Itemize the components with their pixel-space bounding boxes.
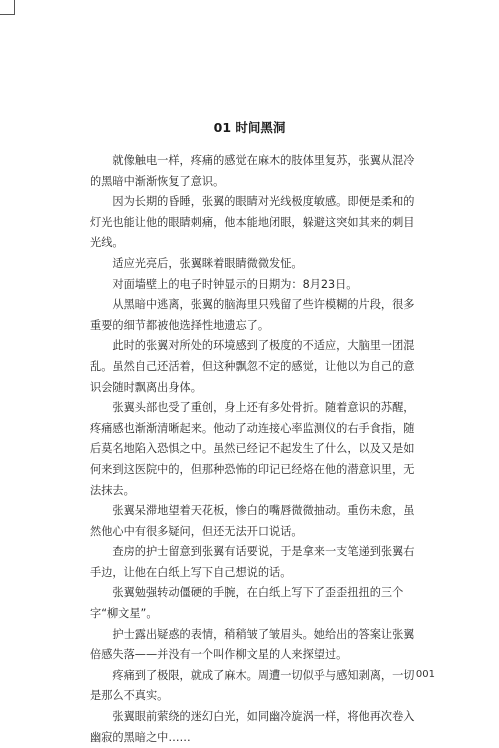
paragraph: 此时的张翼对所处的环境感到了极度的不适应，大脑里一团混乱。虽然自己还活着，但这种飘忽不定的感觉，让他以为自己的意识会随时飘离出身体。 (90, 339, 415, 394)
paragraph: 张翼勉强转动僵硬的手腕，在白纸上写下了歪歪扭扭的三个字“柳文星”。 (90, 586, 404, 621)
paragraph: 疼痛到了极限，就成了麻木。周遭一切似乎与感知剥离，一切是那么不真实。 (90, 668, 415, 703)
paragraph: 对面墙壁上的电子时钟显示的日期为：8月23日。 (112, 277, 358, 291)
crop-mark (0, 0, 15, 15)
body-text (90, 151, 416, 748)
paragraph: 就像触电一样，疼痛的感觉在麻木的肢体里复苏，张翼从混冷的黑暗中渐渐恢复了意识。 (90, 154, 415, 188)
paragraph: 因为长期的昏睡，张翼的眼睛对光线极度敏感。即便是柔和的灯光也能让他的眼睛刺痛，他本能地闭眼，躲避这突如其来的刺目光线。 (90, 195, 415, 250)
paragraph: 张翼呆滞地望着天花板，惨白的嘴唇微微抽动。重伤未愈，虽然他心中有很多疑问，但还无法开口说话。 (90, 504, 415, 538)
paragraph: 查房的护士留意到张翼有话要说，于是拿来一支笔递到张翼右手边，让他在白纸上写下自己想说的话。 (90, 545, 415, 579)
paragraph: 张翼头部也受了重创，身上还有多处骨折。随着意识的苏醒，疼痛感也渐渐清晰起来。他动了动连接心率监测仪的右手食指，随后莫名地陷入恐惧之中。虽然已经记不起发生了什么，以及又是如何来到这医院中的，但那种恐怖的印记已经烙在他的潜意识里，无法抹去。 (90, 401, 415, 497)
page-number: 001 (415, 669, 435, 680)
paragraph: 适应光亮后，张翼眯着眼睛微微发怔。 (112, 256, 303, 270)
paragraph: 护士露出疑惑的表情，稍稍皱了皱眉头。她给出的答案让张翼倍感失落——并没有一个叫作柳文星的人来探望过。 (90, 627, 415, 662)
paragraph: 张翼眼前萦绕的迷幻白光，如同幽冷旋涡一样，将他再次卷入幽寂的黑暗之中…… (90, 710, 415, 744)
chapter-title: 01 时间黑洞 (213, 120, 286, 135)
paragraph: 从黑暗中逃离，张翼的脑海里只残留了些许模糊的片段，很多重要的细节都被他选择性地遗忘了。 (90, 298, 415, 332)
